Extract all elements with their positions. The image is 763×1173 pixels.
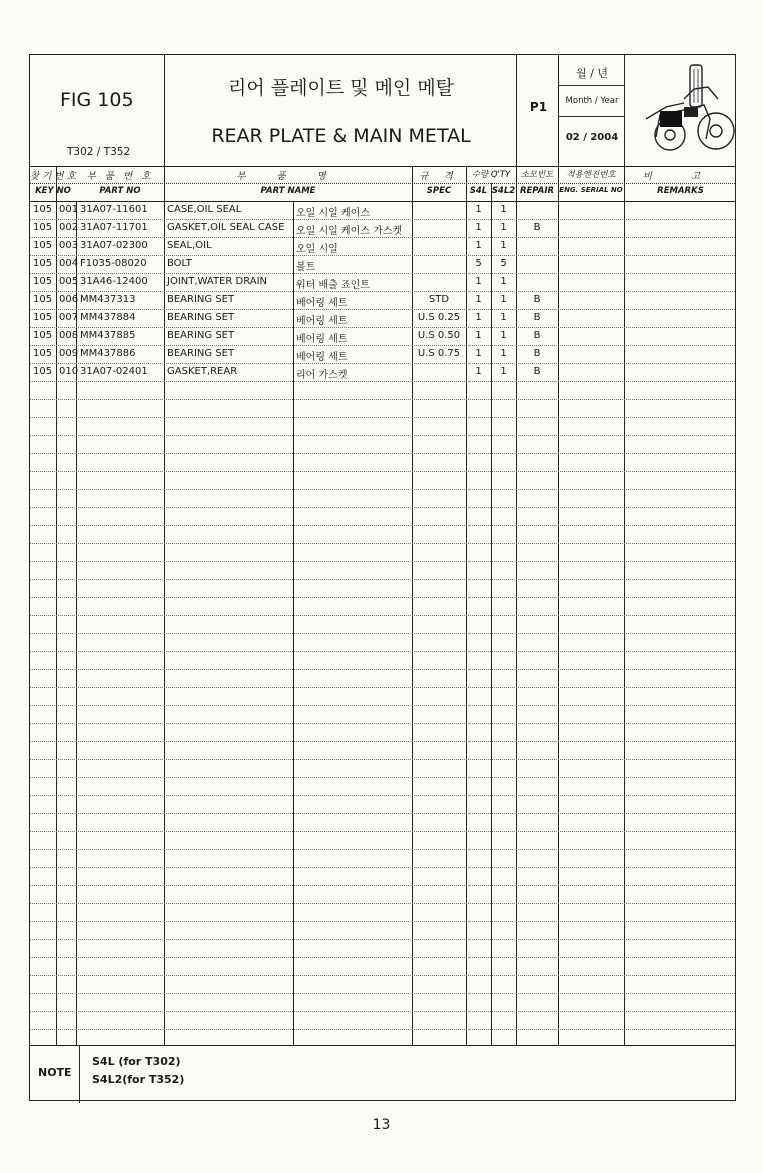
- col-eng-en: ENG. SERIAL NO: [559, 186, 623, 194]
- cell-qty-s4l2: 1: [500, 240, 507, 251]
- cell-fig: 105: [33, 330, 53, 341]
- empty-row: [30, 975, 735, 993]
- cell-part-no: 31A07-11601: [80, 204, 148, 215]
- cell-qty-s4l2: 1: [500, 222, 507, 233]
- empty-row: [30, 939, 735, 957]
- cell-part-name-ko: 오일 시일: [296, 244, 338, 255]
- cell-repair: B: [533, 330, 541, 341]
- cell-key: 006: [59, 294, 79, 305]
- empty-row: [30, 471, 735, 489]
- cell-qty-s4l: 1: [475, 330, 482, 341]
- column-headers: [30, 166, 735, 202]
- empty-row: [30, 885, 735, 903]
- empty-row: [30, 489, 735, 507]
- empty-row: [30, 1011, 735, 1029]
- cell-part-no: 31A46-12400: [80, 276, 148, 287]
- col-part-en: PART NO: [99, 186, 141, 196]
- empty-row: [30, 741, 735, 759]
- cell-fig: 105: [33, 294, 53, 305]
- empty-row: [30, 633, 735, 651]
- empty-row: [30, 813, 735, 831]
- empty-row: [30, 543, 735, 561]
- cell-fig: 105: [33, 366, 53, 377]
- empty-row: [30, 957, 735, 975]
- col-name-en: PART NAME: [260, 186, 316, 196]
- cell-qty-s4l: 1: [475, 294, 482, 305]
- empty-row: [30, 921, 735, 939]
- cell-qty-s4l: 1: [475, 204, 482, 215]
- col-qty-s4l: S4L: [469, 186, 488, 196]
- cell-key: 001: [59, 204, 79, 215]
- cell-part-name-en: BEARING SET: [167, 294, 235, 305]
- table-row: [30, 345, 735, 363]
- empty-row: [30, 831, 735, 849]
- sheet-header: [30, 55, 735, 167]
- col-spec-ko: 규 격: [419, 171, 459, 182]
- cell-part-no: 31A07-02300: [80, 240, 148, 251]
- cell-qty-s4l2: 1: [500, 330, 507, 341]
- table-row: [30, 201, 735, 219]
- cell-part-name-ko: 베어링 세트: [296, 316, 348, 327]
- col-key-en: KEY NO: [35, 186, 71, 196]
- note-line-2: S4L2(for T352): [92, 1073, 185, 1086]
- cell-fig: 105: [33, 204, 53, 215]
- cell-part-name-ko: 베어링 세트: [296, 352, 348, 363]
- cell-qty-s4l2: 5: [500, 258, 507, 269]
- cell-qty-s4l: 5: [475, 258, 482, 269]
- cell-qty-s4l: 1: [475, 366, 482, 377]
- cell-part-name-ko: 오일 시일 케이스: [296, 208, 370, 219]
- cell-part-no: F1035-08020: [80, 258, 147, 269]
- month-year-value: 02 / 2004: [565, 132, 619, 143]
- empty-row: [30, 669, 735, 687]
- cell-part-name-en: GASKET,OIL SEAL CASE: [167, 222, 285, 233]
- cell-qty-s4l: 1: [475, 240, 482, 251]
- empty-row: [30, 597, 735, 615]
- title-english: REAR PLATE & MAIN METAL: [211, 125, 471, 147]
- tractor-illustration: [626, 59, 736, 163]
- cell-part-no: 31A07-02401: [80, 366, 148, 377]
- cell-fig: 105: [33, 276, 53, 287]
- table-row: [30, 273, 735, 291]
- cell-part-no: MM437885: [80, 330, 136, 341]
- cell-qty-s4l: 1: [475, 348, 482, 359]
- empty-row: [30, 417, 735, 435]
- cell-part-name-ko: 워터 배출 죠인트: [296, 280, 370, 291]
- empty-row: [30, 777, 735, 795]
- empty-row: [30, 453, 735, 471]
- cell-repair: B: [533, 312, 541, 323]
- cell-qty-s4l: 1: [475, 312, 482, 323]
- cell-key: 008: [59, 330, 79, 341]
- col-repair-en: REPAIR: [519, 186, 555, 196]
- col-qty-ko: 수량 Q'TY: [471, 170, 511, 180]
- cell-qty-s4l: 1: [475, 276, 482, 287]
- cell-repair: B: [533, 348, 541, 359]
- empty-row: [30, 687, 735, 705]
- cell-part-name-en: CASE,OIL SEAL: [167, 204, 242, 215]
- cell-key: 010: [59, 366, 79, 377]
- cell-part-no: MM437886: [80, 348, 136, 359]
- cell-qty-s4l2: 1: [500, 294, 507, 305]
- cell-spec: U.S 0.75: [417, 348, 461, 359]
- empty-row: [30, 795, 735, 813]
- cell-qty-s4l2: 1: [500, 366, 507, 377]
- cell-part-name-ko: 리어 가스켓: [296, 370, 348, 381]
- table-row: [30, 327, 735, 345]
- col-name-ko: 부 품 명: [236, 171, 340, 182]
- empty-row: [30, 525, 735, 543]
- empty-row: [30, 903, 735, 921]
- empty-row: [30, 435, 735, 453]
- cell-spec: STD: [428, 294, 450, 305]
- cell-repair: B: [533, 294, 541, 305]
- page-id: P1: [529, 100, 548, 114]
- cell-qty-s4l: 1: [475, 222, 482, 233]
- title-korean: 리어 플레이트 및 메인 메탈: [227, 77, 455, 99]
- empty-row: [30, 507, 735, 525]
- cell-part-name-ko: 베어링 세트: [296, 298, 348, 309]
- empty-row: [30, 705, 735, 723]
- cell-part-name-ko: 오일 시일 케이스 가스켓: [296, 226, 403, 237]
- cell-fig: 105: [33, 348, 53, 359]
- note-line-1: S4L (for T302): [92, 1055, 181, 1068]
- cell-qty-s4l2: 1: [500, 348, 507, 359]
- cell-qty-s4l2: 1: [500, 276, 507, 287]
- cell-spec: U.S 0.25: [417, 312, 461, 323]
- cell-spec: U.S 0.50: [417, 330, 461, 341]
- empty-row: [30, 849, 735, 867]
- cell-fig: 105: [33, 222, 53, 233]
- col-spec-en: SPEC: [426, 186, 452, 196]
- cell-part-name-en: JOINT,WATER DRAIN: [167, 276, 268, 287]
- cell-key: 009: [59, 348, 79, 359]
- col-part-ko: 부 품 번 호: [86, 171, 154, 182]
- page-number: 13: [372, 1117, 391, 1133]
- cell-fig: 105: [33, 240, 53, 251]
- month-year-label-en: Month / Year: [565, 96, 619, 106]
- cell-key: 007: [59, 312, 79, 323]
- empty-row: [30, 993, 735, 1011]
- month-year-label-ko: 월 / 년: [576, 67, 608, 80]
- note-box: [30, 1045, 735, 1103]
- cell-fig: 105: [33, 312, 53, 323]
- cell-key: 003: [59, 240, 79, 251]
- cell-part-name-en: BEARING SET: [167, 330, 235, 341]
- cell-part-name-ko: 볼트: [296, 262, 316, 273]
- cell-qty-s4l2: 1: [500, 312, 507, 323]
- empty-row: [30, 867, 735, 885]
- table-row: [30, 291, 735, 309]
- figure-number: FIG 105: [60, 89, 134, 111]
- empty-row: [30, 561, 735, 579]
- parts-sheet: [29, 54, 736, 1101]
- col-key-ko: 찾기번호: [30, 171, 79, 182]
- empty-row: [30, 615, 735, 633]
- cell-repair: B: [533, 366, 541, 377]
- table-row: [30, 363, 735, 381]
- empty-row: [30, 723, 735, 741]
- cell-fig: 105: [33, 258, 53, 269]
- col-repair-ko: 소모빈도: [520, 170, 554, 180]
- cell-part-name-ko: 베어링 세트: [296, 334, 348, 345]
- cell-part-name-en: BEARING SET: [167, 348, 235, 359]
- cell-part-no: MM437313: [80, 294, 136, 305]
- empty-row: [30, 759, 735, 777]
- note-label: NOTE: [38, 1066, 72, 1079]
- cell-repair: B: [533, 222, 541, 233]
- empty-row: [30, 381, 735, 399]
- table-row: [30, 219, 735, 237]
- cell-part-no: MM437884: [80, 312, 136, 323]
- cell-part-name-en: SEAL,OIL: [167, 240, 212, 251]
- empty-row: [30, 651, 735, 669]
- cell-qty-s4l2: 1: [500, 204, 507, 215]
- col-remarks-en: REMARKS: [657, 186, 704, 196]
- cell-key: 002: [59, 222, 79, 233]
- empty-row: [30, 579, 735, 597]
- cell-part-name-en: BEARING SET: [167, 312, 235, 323]
- cell-key: 004: [59, 258, 79, 269]
- table-row: [30, 309, 735, 327]
- cell-part-name-en: GASKET,REAR: [167, 366, 238, 377]
- cell-part-name-en: BOLT: [167, 258, 192, 269]
- col-qty-s4l2: S4L2: [491, 186, 516, 196]
- table-row: [30, 237, 735, 255]
- empty-row: [30, 399, 735, 417]
- cell-part-no: 31A07-11701: [80, 222, 148, 233]
- table-row: [30, 255, 735, 273]
- col-remarks-ko: 비 고: [642, 171, 719, 182]
- cell-key: 005: [59, 276, 79, 287]
- model-list: T302 / T352: [67, 146, 131, 158]
- col-eng-ko: 적용엔진번호: [566, 170, 616, 180]
- parts-table-body: [30, 201, 735, 1045]
